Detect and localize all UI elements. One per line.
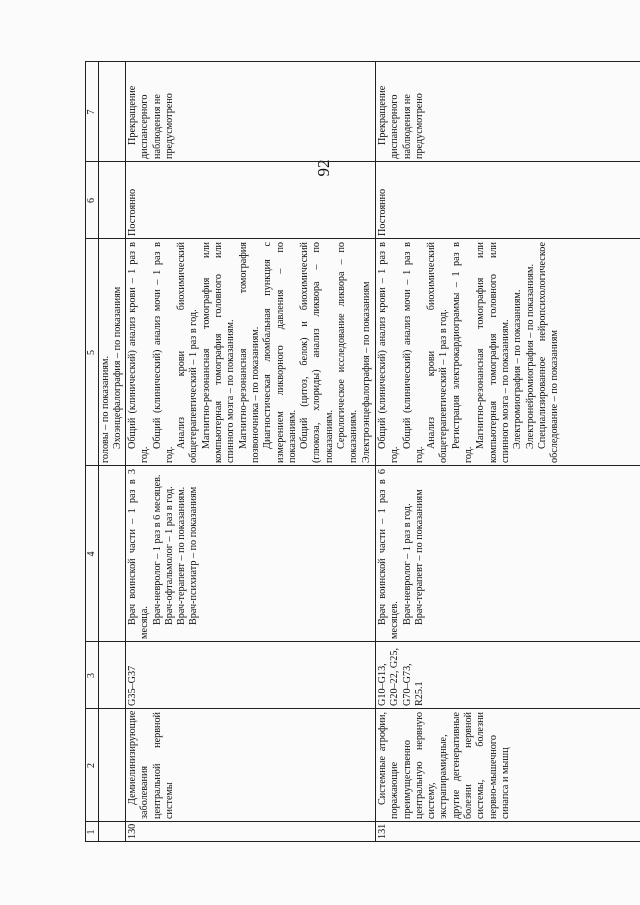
row-131-number: 131: [377, 823, 388, 839]
specialist-item: Врач-офтальмолог – 1 раз в год.: [163, 486, 175, 625]
exam-item: Электроэнцефалография – по показаниям: [360, 281, 372, 463]
exam-item: Магнитно-резонансная томография позвоночника – по показаниям.: [237, 242, 261, 463]
carry-over-line: головы – по показаниям.: [100, 356, 111, 463]
row-131-exams: [376, 239, 561, 466]
header-col-1: 1: [86, 829, 97, 835]
exam-item: Магнитно-резонансная томография или компьютерная томография головного или спинного мозга – по показаниям.: [200, 242, 237, 463]
carry-over-line: Эхоэнцефалография – по показаниям: [112, 286, 124, 449]
exam-item: Специализированное нейропсихологическое обследование – по показаниям: [536, 242, 561, 463]
exam-item: Диагностическая люмбальная пункция с измерением ликворного давления – по показаниям.: [262, 242, 298, 463]
specialist-item: Врач воинской части – 1 раз в 3 месяца.: [127, 469, 151, 639]
row-130-codes: G35–G37: [127, 665, 138, 706]
specialist-item: Врач-терапевт – по показаниям.: [176, 486, 188, 625]
header-col-7: 7: [86, 109, 97, 115]
specialist-item: Врач-психиатр – по показаниям: [188, 486, 200, 625]
header-col-4: 4: [86, 551, 97, 557]
row-130-disease: Демиелинизирующие заболевания центральной нервной системы: [127, 710, 175, 819]
exam-item: Магнитно-резонансная томография или компьютерная томография головного или спинного мозга – по показаниям.: [475, 242, 511, 463]
exam-item: Электронейромиография – по показаниям.: [524, 264, 536, 449]
exam-item: Регистрация электрокардиограммы – 1 раз в год.: [450, 242, 475, 463]
header-col-3: 3: [86, 673, 97, 678]
row-131-disease: Системные атрофии, поражающие преимущественно центральную нервную систему, экстрапирамидные, другие дегенеративные болезни нервной системы, болезни нервно-мышечного синапса и мышц: [377, 712, 511, 819]
header-col-6: 6: [86, 198, 97, 203]
exam-item: Анализ крови биохимический общетерапевтический – 1 раз в год.: [176, 242, 200, 463]
exam-item: Серологическое исследование ликвора – по показаниям.: [336, 242, 360, 463]
row-130-number: 130: [127, 823, 138, 839]
dispensary-table: [85, 62, 640, 842]
row-130-exams: [126, 239, 373, 466]
exam-item: Общий (клинический) анализ крови – 1 раз в год.: [127, 242, 151, 463]
specialist-item: Врач воинской части – 1 раз в 6 месяцев.: [377, 469, 401, 639]
exam-item: Общий (клинический) анализ мочи – 1 раз в год.: [401, 242, 425, 463]
exam-item: Общий (цитоз, белок) и биохимический (глюкоза, хлориды) анализ ликвора – по показаниям.: [299, 242, 335, 463]
row-130-outcome: Прекращение диспансерного наблюдения не предусмотрено: [127, 85, 175, 159]
exam-item: Анализ крови биохимический общетерапевтический – 1 раз в год.: [426, 242, 450, 463]
row-131-codes: G10–G13, G20–22, G25, G70–G73, R25.1: [377, 647, 425, 706]
specialist-item: Врач-невролог – 1 раз в 6 месяцев.: [151, 474, 163, 625]
header-col-2: 2: [86, 763, 97, 768]
header-col-5: 5: [86, 350, 97, 355]
row-131-frequency: Постоянно: [377, 188, 388, 236]
row-131-specialists: [376, 466, 426, 642]
specialist-item: Врач-терапевт – по показаниям: [413, 489, 425, 625]
exam-item: Общий (клинический) анализ мочи – 1 раз в год.: [151, 242, 175, 463]
row-130-specialists: [126, 466, 201, 642]
page-number: 92: [314, 159, 333, 177]
carry-over-text: [99, 239, 125, 466]
specialist-item: Врач-невролог – 1 раз в год.: [401, 503, 413, 625]
row-130-frequency: Постоянно: [127, 188, 138, 236]
row-131-outcome: Прекращение диспансерного наблюдения не предусмотрено: [377, 85, 425, 159]
exam-item: Общий (клинический) анализ крови – 1 раз в год.: [377, 242, 401, 463]
exam-item: Электромиография – по показаниям.: [512, 289, 524, 449]
